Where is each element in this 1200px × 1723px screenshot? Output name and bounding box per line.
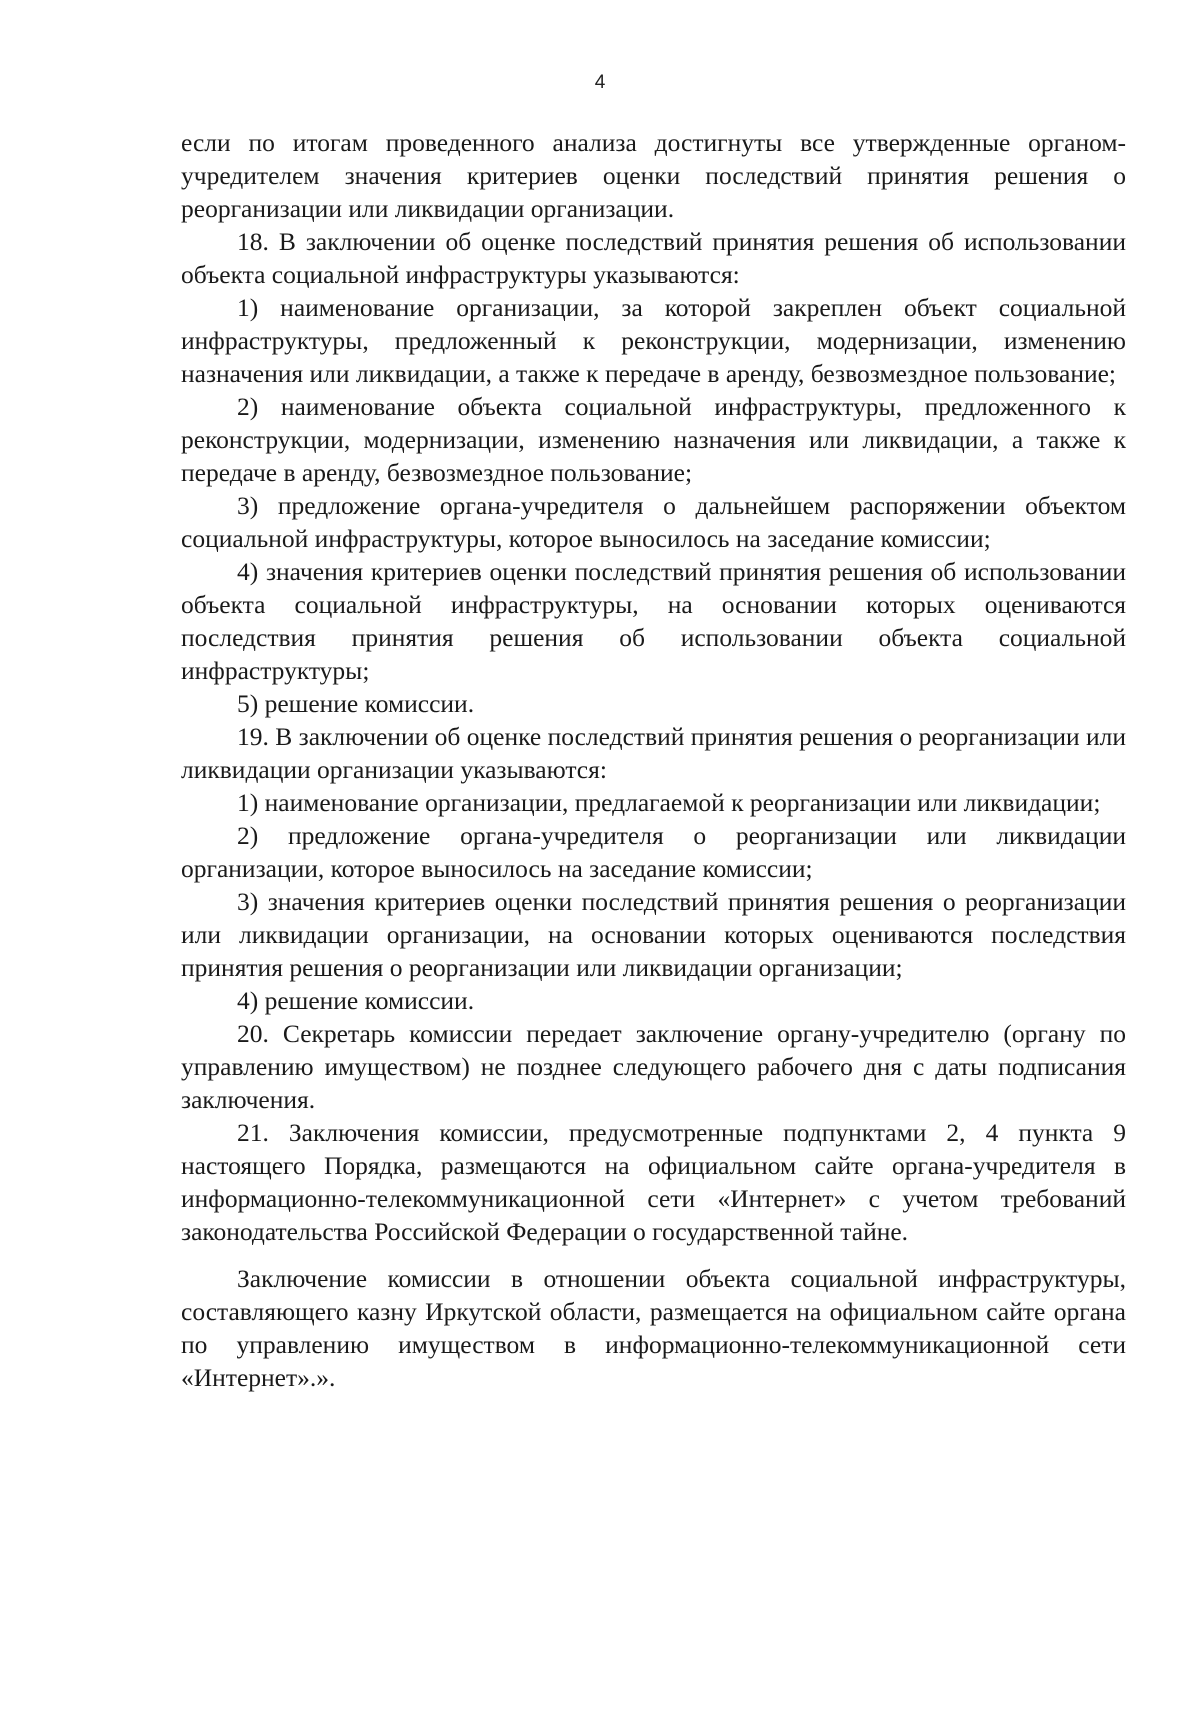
paragraph-9: 1) наименование организации, предлагаемой к реорганизации или ликвидации; <box>237 788 1101 817</box>
paragraph-1: если по итогам проведенного анализа достигнуты все утвержденные органом-учредителем значения критериев оценки последствий принятия решения о реорганизации или ликвидации организации. <box>181 128 1126 223</box>
paragraph-13: 20. Секретарь комиссии передает заключение органу-учредителю (органу по управлению имуществом) не позднее следующего рабочего дня с даты подписания заключения. <box>181 1019 1126 1114</box>
paragraph-15: Заключение комиссии в отношении объекта социальной инфраструктуры, составляющего казну Иркутской области, размещается на официальном сайте органа по управлению имуществом в информационно-телекоммуникационной сети «Интернет».». <box>181 1264 1126 1392</box>
paragraph-10: 2) предложение органа-учредителя о реорганизации или ликвидации организации, которое выносилось на заседание комиссии; <box>181 821 1126 883</box>
page-number: 4 <box>594 72 606 93</box>
paragraph-14: 21. Заключения комиссии, предусмотренные подпунктами 2, 4 пункта 9 настоящего Порядка, размещаются на официальном сайте органа-учредителя в информационно-телекоммуникационной сети «Интернет» с учетом требований законодательства Российской Федерации о государственной тайне. <box>181 1118 1126 1246</box>
paragraph-4: 2) наименование объекта социальной инфраструктуры, предложенного к реконструкции, модернизации, изменению назначения или ликвидации, а также к передаче в аренду, безвозмездное пользование; <box>181 392 1126 487</box>
paragraph-7: 5) решение комиссии. <box>237 689 475 718</box>
paragraph-2: 18. В заключении об оценке последствий принятия решения об использовании объекта социальной инфраструктуры указываются: <box>181 227 1126 289</box>
paragraph-12: 4) решение комиссии. <box>237 986 475 1015</box>
document-body <box>181 126 1126 1394</box>
paragraph-6: 4) значения критериев оценки последствий принятия решения об использовании объекта социальной инфраструктуры, на основании которых оцениваются последствия принятия решения об использовании объекта социальной инфраструктуры; <box>181 557 1126 685</box>
paragraph-8: 19. В заключении об оценке последствий принятия решения о реорганизации или ликвидации организации указываются: <box>181 722 1127 784</box>
paragraph-11: 3) значения критериев оценки последствий принятия решения о реорганизации или ликвидации организации, на основании которых оцениваются последствия принятия решения о реорганизации или ликвидации организации; <box>181 887 1126 982</box>
paragraph-3: 1) наименование организации, за которой закреплен объект социальной инфраструктуры, предложенный к реконструкции, модернизации, изменению назначения или ликвидации, а также к передаче в аренду, безвозмездное пользование; <box>181 293 1126 388</box>
paragraph-5: 3) предложение органа-учредителя о дальнейшем распоряжении объектом социальной инфраструктуры, которое выносилось на заседание комиссии; <box>181 491 1126 553</box>
